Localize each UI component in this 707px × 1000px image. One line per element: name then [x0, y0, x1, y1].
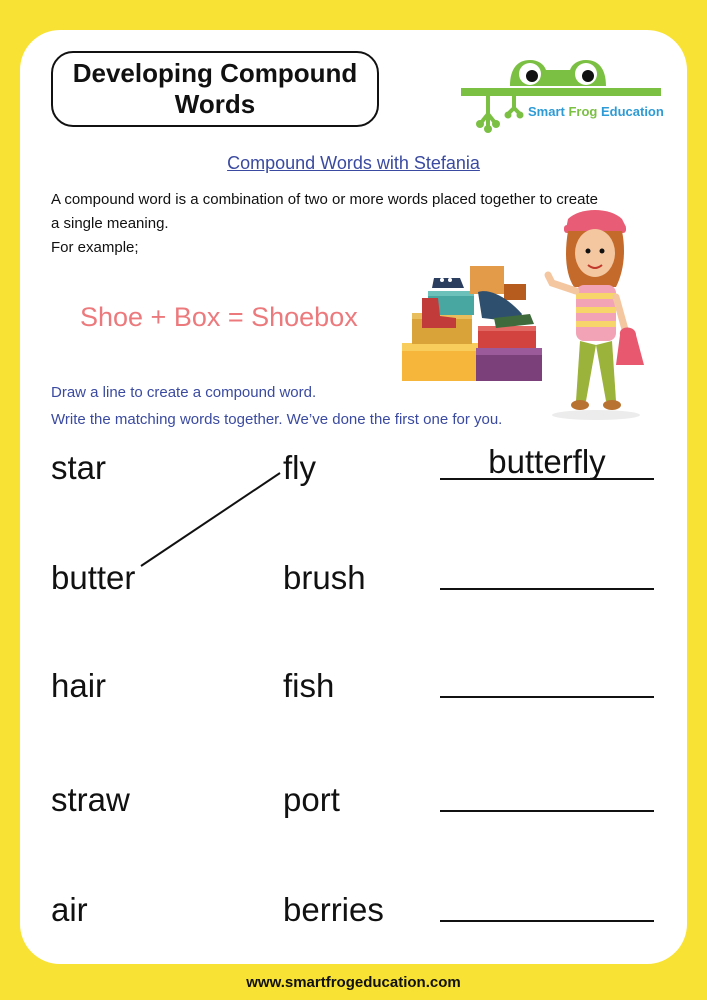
left-word-2: butter — [51, 559, 136, 596]
answer-1: butterfly — [488, 443, 606, 480]
left-word-3: hair — [51, 667, 107, 704]
intro-line-1: A compound word is a combination of two or more words placed together to create — [51, 191, 598, 208]
title-line-2: Words — [174, 89, 256, 119]
subtitle: Compound Words with Stefania — [227, 153, 480, 173]
right-word-4: port — [283, 781, 340, 818]
left-word-4: straw — [51, 781, 130, 818]
right-word-3: fish — [283, 667, 335, 704]
instruction-line-2: Write the matching words together. We’ve done the first one for you. — [51, 411, 503, 428]
answer-line-2[interactable] — [440, 588, 654, 590]
intro-line-2: a single meaning. — [51, 215, 169, 232]
answer-line-5[interactable] — [440, 920, 654, 922]
intro-line-3: For example; — [51, 239, 139, 256]
left-word-5: air — [51, 891, 88, 928]
title-line-1: Developing Compound — [72, 58, 358, 88]
right-word-1: fly — [283, 449, 316, 486]
instruction-line-1: Draw a line to create a compound word. — [51, 384, 317, 401]
footer-url[interactable]: www.smartfrogeducation.com — [246, 974, 461, 991]
answer-line-1[interactable] — [440, 478, 654, 480]
answer-line-4[interactable] — [440, 810, 654, 812]
example-equation: Shoe + Box = Shoebox — [80, 302, 358, 332]
answer-line-3[interactable] — [440, 696, 654, 698]
stefania-girl-illustration — [540, 205, 660, 425]
instructions — [51, 379, 502, 433]
title-box — [51, 51, 379, 127]
right-word-2: brush — [283, 559, 366, 596]
logo-text: Smart Frog Education — [528, 104, 664, 119]
shoe-boxes-illustration — [398, 258, 548, 383]
left-word-1: star — [51, 449, 107, 486]
frog-logo-icon — [458, 38, 668, 138]
right-word-5: berries — [283, 891, 384, 928]
